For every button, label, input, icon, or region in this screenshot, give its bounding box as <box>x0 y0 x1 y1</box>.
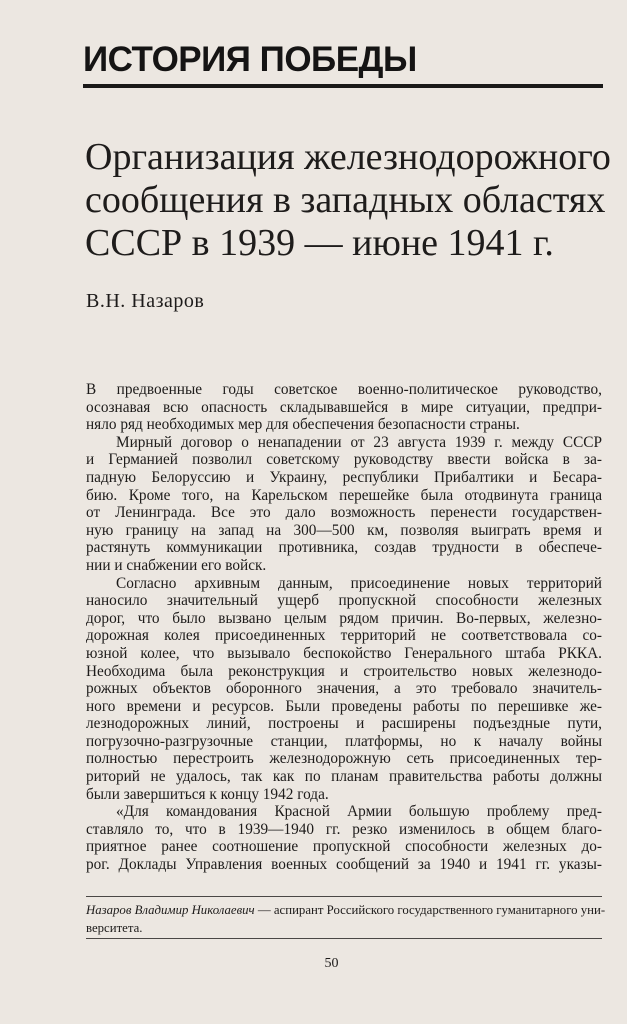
body-line: рожных объектов оборонного значения, а это требовало значитель- <box>86 680 602 698</box>
body-line: нии и снабжении его войск. <box>86 556 267 574</box>
rubric-underline <box>83 84 603 88</box>
body-line: были завершиться к концу 1942 года. <box>86 785 329 803</box>
body-line: Необходима была реконструкция и строительство новых железнодо- <box>86 662 602 680</box>
body-line: риторий не удалось, так как по планам правительства работы должны <box>86 768 602 786</box>
body-line: ставляло то, что в 1939—1940 гг. резко изменилось в общем благо- <box>86 820 602 838</box>
body-line: ного времени и ресурсов. Были проведены работы по перешивке же- <box>86 697 602 715</box>
body-line: осознавая всю опасность складывавшейся в мире ситуации, предпри- <box>86 398 602 416</box>
body-line: падную Белоруссию и Украину, республики Прибалтики и Бесара- <box>86 468 602 486</box>
body-line: ную границу на запад на 300—500 км, позволяя выиграть время и <box>86 521 602 539</box>
footnote-text: — аспирант Российского государственного гуманитарного уни- <box>254 903 606 917</box>
body-line: от Ленинграда. Все это дало возможность перенести государствен- <box>86 504 602 522</box>
title-line: СССР в 1939 — июне 1941 г. <box>85 222 554 264</box>
body-line: «Для командования Красной Армии большую проблему пред- <box>116 803 602 821</box>
body-line: и Германией позволил советскому руководству ввести войска в за- <box>86 451 602 469</box>
body-line: растянуть коммуникации противника, создав трудности в обеспече- <box>86 539 602 557</box>
title-line: Организация железнодорожного <box>85 136 611 178</box>
body-line: рог. Доклады Управления военных сообщений за 1940 и 1941 гг. указы- <box>86 856 602 874</box>
title-line: сообщения в западных областях <box>85 179 606 221</box>
section-rubric: ИСТОРИЯ ПОБЕДЫ <box>83 40 417 79</box>
body-line: полностью перестроить железнодорожную сеть присоединенных тер- <box>86 750 602 768</box>
body-line: наносило значительный ущерб пропускной способности железных <box>86 592 602 610</box>
body-line: Согласно архивным данным, присоединение новых территорий <box>116 574 602 592</box>
body-line: бию. Кроме того, на Карельском перешейке была отодвинута граница <box>86 486 602 504</box>
footnote-rule-bottom <box>86 938 602 939</box>
page-number: 50 <box>324 956 339 971</box>
footnote-line: верситета. <box>86 920 143 935</box>
body-line: погрузочно-разгрузочные станции, платформы, но к началу войны <box>86 732 602 750</box>
footnote-rule-top <box>86 896 602 897</box>
article-author: В.Н. Назаров <box>86 290 205 312</box>
body-line: дорожная колея присоединенных территорий не соответствовала со- <box>86 627 602 645</box>
footnote-author-name: Назаров Владимир Николаевич <box>86 903 255 917</box>
body-line: Мирный договор о ненападении от 23 августа 1939 г. между СССР <box>116 433 602 451</box>
body-line: юзной колее, что вызывало беспокойство Генерального штаба РККА. <box>86 644 602 662</box>
article-body <box>86 381 602 874</box>
body-line: В предвоенные годы советское военно-политическое руководство, <box>86 381 602 398</box>
article-title <box>85 136 611 265</box>
body-line: няло ряд необходимых мер для обеспечения безопасности страны. <box>86 416 520 434</box>
body-line: лезнодорожных линий, построены и расширены подъездные пути, <box>86 715 602 733</box>
body-line: дорог, что было вызвано целым рядом причин. Во-первых, железно- <box>86 609 602 627</box>
author-footnote <box>86 902 606 937</box>
body-line: приятное ранее соотношение пропускной способности железных до- <box>86 838 602 856</box>
footnote-line <box>86 902 606 920</box>
